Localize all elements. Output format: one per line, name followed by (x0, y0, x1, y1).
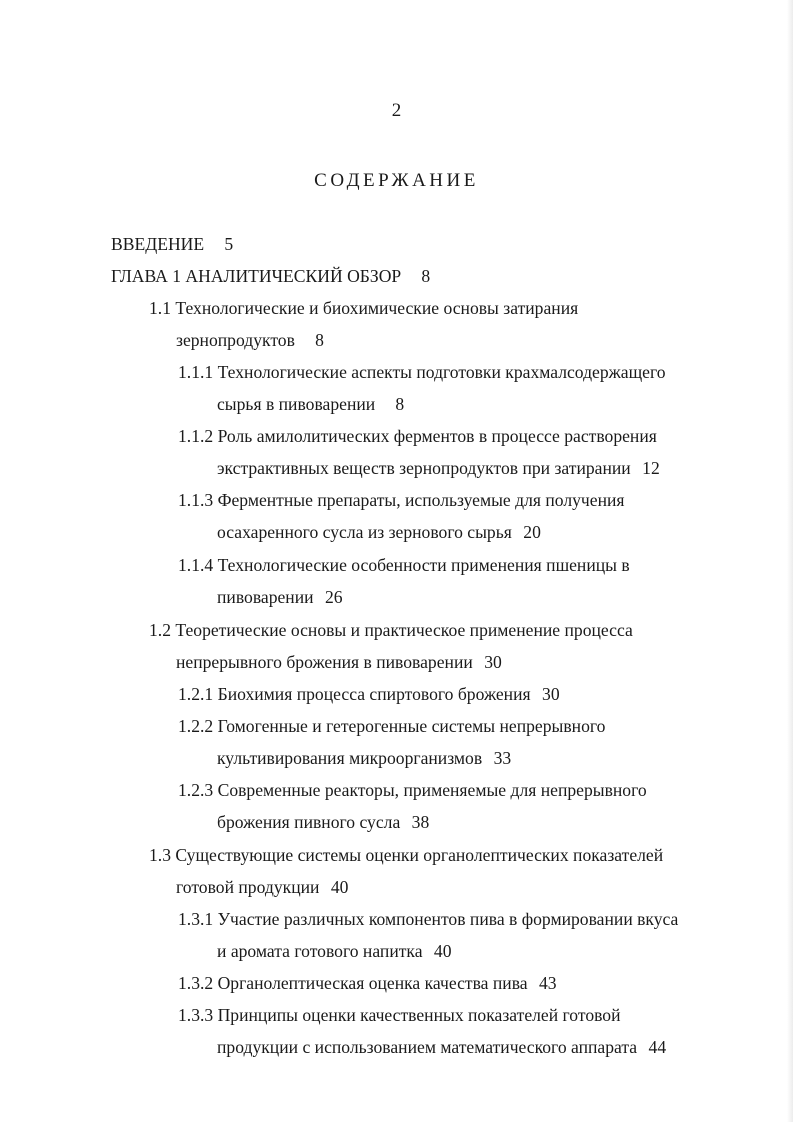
toc-entry-page: 20 (523, 522, 541, 542)
toc-entry-1-1-4-line1[interactable]: 1.1.4 Технологические особенности применения пшеницы в (178, 555, 630, 575)
toc-entry-text: продукции с использованием математического аппарата (217, 1037, 638, 1057)
toc-entry-1-3-line1[interactable]: 1.3 Существующие системы оценки органолептических показателей (149, 845, 664, 865)
toc-entry-page: 38 (411, 812, 430, 832)
page-number: 2 (391, 100, 402, 121)
toc-entry-1-1-3-line1[interactable]: 1.1.3 Ферментные препараты, используемые для получения (178, 490, 625, 510)
toc-entry-text: 1.3.2 Органолептическая оценка качества пива (178, 973, 528, 993)
toc-entry-page: 40 (433, 941, 452, 961)
toc-title: СОДЕРЖАНИЕ (314, 170, 479, 191)
toc-entry-page: 33 (493, 748, 512, 768)
toc-entry-1-2-line1[interactable]: 1.2 Теоретические основы и практическое применение процесса (149, 620, 633, 640)
toc-entry-text: осахаренного сусла из зернового сырья (217, 522, 512, 542)
toc-entry-text: непрерывного брожения в пивоварении (176, 652, 473, 672)
toc-entry-text: брожения пивного сусла (217, 812, 401, 832)
toc-entry-page: 30 (484, 652, 502, 672)
toc-entry-1-1-2-line1[interactable]: 1.1.2 Роль амилолитических ферментов в процессе растворения (178, 426, 657, 446)
page-edge-shadow (787, 0, 793, 1122)
toc-entry-page: 43 (539, 973, 557, 993)
toc-entry-1-1-line1[interactable]: 1.1 Технологические и биохимические основы затирания (149, 298, 579, 318)
toc-entry-page: 12 (642, 458, 660, 478)
toc-entry-text: культивирования микроорганизмов (217, 748, 483, 768)
toc-entry-page: 8 (395, 394, 405, 414)
toc-entry-page: 30 (542, 684, 560, 704)
toc-entry-page: 8 (315, 330, 324, 350)
toc-entry-1-1-1-line1[interactable]: 1.1.1 Технологические аспекты подготовки крахмалсодержащего (178, 362, 666, 382)
toc-entry-text: экстрактивных веществ зернопродуктов при затирании (217, 458, 631, 478)
toc-entry-text: готовой продукции (176, 877, 320, 897)
toc-entry-text: и аромата готового напитка (217, 941, 423, 961)
toc-entry-text: сырья в пивоварении (217, 394, 376, 414)
toc-entry-text: 1.2.1 Биохимия процесса спиртового брожения (178, 684, 531, 704)
toc-entry-text: пивоварении (217, 587, 314, 607)
toc-entry-text: ВВЕДЕНИЕ (111, 234, 205, 254)
toc-entry-page: 5 (224, 234, 234, 254)
toc-entry-page: 44 (648, 1037, 667, 1057)
toc-entry-1-3-3-line1[interactable]: 1.3.3 Принципы оценки качественных показателей готовой (178, 1005, 621, 1025)
toc-entry-1-3-1-line1[interactable]: 1.3.1 Участие различных компонентов пива в формировании вкуса (178, 909, 679, 929)
toc-entry-page: 40 (330, 877, 349, 897)
toc-entry-text: зернопродуктов (176, 330, 295, 350)
toc-entry-1-2-2-line1[interactable]: 1.2.2 Гомогенные и гетерогенные системы непрерывного (178, 716, 606, 736)
toc-entry-text: ГЛАВА 1 АНАЛИТИЧЕСКИЙ ОБЗОР (111, 266, 402, 286)
toc-entry-1-2-3-line1[interactable]: 1.2.3 Современные реакторы, применяемые для непрерывного (178, 780, 647, 800)
toc-entry-page: 26 (324, 587, 343, 607)
toc-entry-page: 8 (421, 266, 431, 286)
